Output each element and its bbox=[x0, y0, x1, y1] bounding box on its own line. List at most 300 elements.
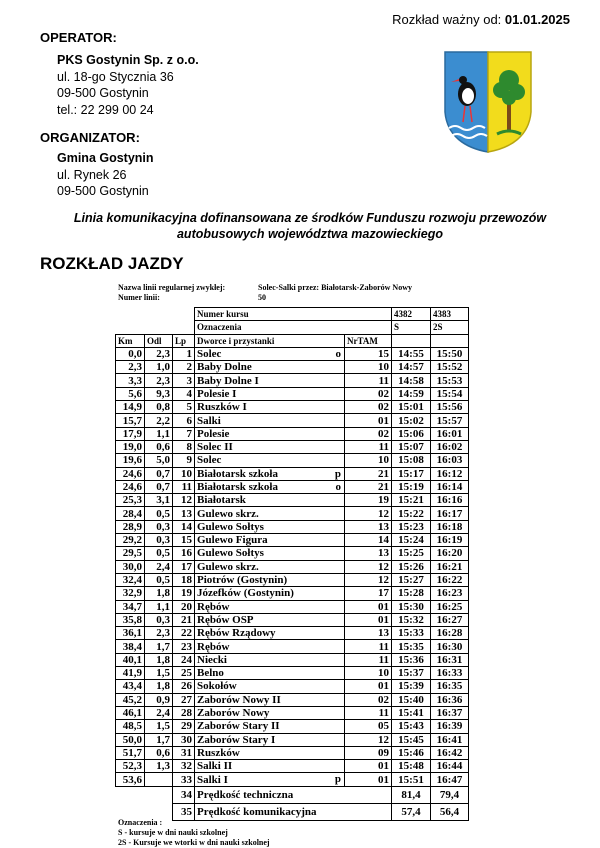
stop-cell bbox=[195, 534, 345, 547]
organizer-label: ORGANIZATOR: bbox=[40, 130, 140, 145]
km-cell: 43,4 bbox=[116, 680, 145, 693]
nrtam-cell: 11 bbox=[345, 653, 392, 666]
time-cell-course-2: 16:21 bbox=[431, 560, 469, 573]
stop-name: Sokołów bbox=[197, 680, 237, 693]
funding-line-2: autobusowych województwa mazowieckiego bbox=[176, 227, 443, 241]
header-spacer bbox=[116, 321, 195, 334]
nrtam-cell: 13 bbox=[345, 547, 392, 560]
time-cell-course-2: 16:23 bbox=[431, 587, 469, 600]
stop-flag: p bbox=[334, 773, 341, 786]
stop-name: Gulewo Sołtys bbox=[197, 547, 264, 560]
stop-name: Salki I bbox=[197, 773, 228, 786]
table-row bbox=[116, 667, 469, 680]
table-row bbox=[116, 494, 469, 507]
time-cell-course-2: 16:22 bbox=[431, 573, 469, 586]
nrtam-cell: 10 bbox=[345, 454, 392, 467]
time-cell-course-2: 16:12 bbox=[431, 467, 469, 480]
time-cell-course-1: 15:39 bbox=[392, 680, 431, 693]
time-cell-course-2: 16:42 bbox=[431, 746, 469, 759]
table-row bbox=[116, 401, 469, 414]
nrtam-cell: 19 bbox=[345, 494, 392, 507]
stop-name: Gulewo Sołtys bbox=[197, 520, 264, 533]
stop-name: Solec II bbox=[197, 441, 233, 454]
lp-cell: 5 bbox=[173, 401, 195, 414]
km-cell: 36,1 bbox=[116, 627, 145, 640]
table-row bbox=[116, 454, 469, 467]
stop-name: Niecki bbox=[197, 653, 227, 666]
stop-name: Baby Dolne bbox=[197, 361, 252, 374]
funding-line-1: Linia komunikacyjna dofinansowana ze środków Funduszu rozwoju przewozów bbox=[73, 211, 547, 225]
time-cell-course-2: 16:30 bbox=[431, 640, 469, 653]
km-cell: 41,9 bbox=[116, 667, 145, 680]
line-number-label: Numer linii: bbox=[118, 293, 160, 302]
nrtam-cell: 05 bbox=[345, 720, 392, 733]
time-cell-course-1: 15:33 bbox=[392, 627, 431, 640]
time-cell-course-2: 16:44 bbox=[431, 760, 469, 773]
lp-cell: 27 bbox=[173, 693, 195, 706]
line-number-value: 50 bbox=[258, 293, 266, 302]
lp-cell: 23 bbox=[173, 640, 195, 653]
stop-cell bbox=[195, 680, 345, 693]
km-cell: 52,3 bbox=[116, 760, 145, 773]
stop-cell bbox=[195, 467, 345, 480]
odl-cell: 0,5 bbox=[145, 547, 173, 560]
summary-label: Prędkość komunikacyjna bbox=[195, 803, 392, 820]
km-cell: 14,9 bbox=[116, 401, 145, 414]
km-cell: 3,3 bbox=[116, 374, 145, 387]
odl-cell: 1,8 bbox=[145, 653, 173, 666]
stop-cell bbox=[195, 587, 345, 600]
table-row bbox=[116, 733, 469, 746]
stop-cell bbox=[195, 773, 345, 786]
nrtam-cell: 11 bbox=[345, 640, 392, 653]
time-cell-course-1: 15:46 bbox=[392, 746, 431, 759]
legend bbox=[118, 818, 270, 848]
stop-cell bbox=[195, 573, 345, 586]
validity-note bbox=[392, 12, 570, 27]
time-cell-course-1: 15:40 bbox=[392, 693, 431, 706]
lp-cell: 18 bbox=[173, 573, 195, 586]
stop-cell bbox=[195, 560, 345, 573]
table-row bbox=[116, 467, 469, 480]
nrtam-cell: 01 bbox=[345, 414, 392, 427]
stop-cell bbox=[195, 547, 345, 560]
odl-cell: 5,0 bbox=[145, 454, 173, 467]
stop-cell bbox=[195, 414, 345, 427]
odl-cell: 0,3 bbox=[145, 613, 173, 626]
time-cell-course-2: 16:36 bbox=[431, 693, 469, 706]
stop-cell bbox=[195, 454, 345, 467]
stop-cell bbox=[195, 760, 345, 773]
lp-cell: 29 bbox=[173, 720, 195, 733]
time-cell-course-2: 16:17 bbox=[431, 507, 469, 520]
time-cell-course-1: 15:01 bbox=[392, 401, 431, 414]
odl-cell: 0,5 bbox=[145, 573, 173, 586]
time-cell-course-1: 15:28 bbox=[392, 587, 431, 600]
table-row bbox=[116, 600, 469, 613]
lp-cell: 26 bbox=[173, 680, 195, 693]
summary-value-course-2: 56,4 bbox=[431, 803, 469, 820]
odl-cell: 1,1 bbox=[145, 600, 173, 613]
km-cell: 32,9 bbox=[116, 587, 145, 600]
km-cell: 38,4 bbox=[116, 640, 145, 653]
odl-cell: 2,4 bbox=[145, 706, 173, 719]
lp-cell: 17 bbox=[173, 560, 195, 573]
header-kurs-label: Numer kursu bbox=[195, 308, 392, 321]
lp-cell: 7 bbox=[173, 427, 195, 440]
stop-flag: p bbox=[334, 467, 341, 480]
summary-label: Prędkość techniczna bbox=[195, 786, 392, 803]
lp-cell: 4 bbox=[173, 387, 195, 400]
nrtam-cell: 10 bbox=[345, 361, 392, 374]
summary-value-course-1: 57,4 bbox=[392, 803, 431, 820]
time-cell-course-1: 15:37 bbox=[392, 667, 431, 680]
summary-value-course-1: 81,4 bbox=[392, 786, 431, 803]
time-cell-course-2: 15:56 bbox=[431, 401, 469, 414]
table-row bbox=[116, 347, 469, 360]
table-row bbox=[116, 480, 469, 493]
km-cell: 17,9 bbox=[116, 427, 145, 440]
table-row bbox=[116, 693, 469, 706]
odl-cell: 0,3 bbox=[145, 534, 173, 547]
odl-cell: 0,8 bbox=[145, 401, 173, 414]
nrtam-cell: 13 bbox=[345, 520, 392, 533]
col-stop: Dworce i przystanki bbox=[195, 334, 345, 347]
stop-name: Gulewo Figura bbox=[197, 534, 268, 547]
time-cell-course-1: 15:43 bbox=[392, 720, 431, 733]
time-cell-course-1: 15:32 bbox=[392, 613, 431, 626]
odl-cell: 1,0 bbox=[145, 361, 173, 374]
lp-cell: 19 bbox=[173, 587, 195, 600]
time-cell-course-1: 15:19 bbox=[392, 480, 431, 493]
time-cell-course-2: 16:28 bbox=[431, 627, 469, 640]
stop-name: Piotrów (Gostynin) bbox=[197, 574, 288, 587]
km-cell: 24,6 bbox=[116, 480, 145, 493]
stop-name: Gulewo skrz. bbox=[197, 560, 259, 573]
stop-name: Zaborów Stary I bbox=[197, 733, 276, 746]
stop-cell bbox=[195, 733, 345, 746]
lp-cell: 21 bbox=[173, 613, 195, 626]
odl-cell: 0,6 bbox=[145, 440, 173, 453]
km-cell: 28,9 bbox=[116, 520, 145, 533]
time-cell-course-2: 16:47 bbox=[431, 773, 469, 786]
time-cell-course-1: 15:21 bbox=[392, 494, 431, 507]
nrtam-cell: 01 bbox=[345, 680, 392, 693]
stop-name: Rębów Rządowy bbox=[197, 627, 276, 640]
stop-cell bbox=[195, 720, 345, 733]
stop-cell bbox=[195, 347, 345, 360]
operator-address bbox=[57, 52, 199, 118]
organizer-street: ul. Rynek 26 bbox=[57, 167, 127, 182]
nrtam-cell: 12 bbox=[345, 507, 392, 520]
time-cell-course-1: 15:02 bbox=[392, 414, 431, 427]
time-cell-course-2: 16:02 bbox=[431, 440, 469, 453]
time-cell-course-1: 15:30 bbox=[392, 600, 431, 613]
km-cell: 53,6 bbox=[116, 773, 145, 786]
stop-name: Polesie bbox=[197, 427, 230, 440]
odl-cell: 1,7 bbox=[145, 733, 173, 746]
km-cell: 29,2 bbox=[116, 534, 145, 547]
table-row bbox=[116, 613, 469, 626]
time-cell-course-1: 15:35 bbox=[392, 640, 431, 653]
nrtam-cell: 01 bbox=[345, 613, 392, 626]
stop-name: Salki II bbox=[197, 760, 233, 773]
km-cell: 40,1 bbox=[116, 653, 145, 666]
stop-cell bbox=[195, 507, 345, 520]
time-cell-course-2: 16:31 bbox=[431, 653, 469, 666]
timetable bbox=[115, 307, 469, 821]
lp-cell: 8 bbox=[173, 440, 195, 453]
km-cell: 2,3 bbox=[116, 361, 145, 374]
operator-phone: tel.: 22 299 00 24 bbox=[57, 102, 154, 117]
time-cell-course-1: 15:45 bbox=[392, 733, 431, 746]
time-cell-course-2: 16:25 bbox=[431, 600, 469, 613]
odl-cell: 1,7 bbox=[145, 640, 173, 653]
time-cell-course-1: 15:25 bbox=[392, 547, 431, 560]
time-cell-course-2: 16:27 bbox=[431, 613, 469, 626]
stop-cell bbox=[195, 746, 345, 759]
km-cell: 25,3 bbox=[116, 494, 145, 507]
table-row bbox=[116, 746, 469, 759]
col-time-2 bbox=[431, 334, 469, 347]
stop-cell bbox=[195, 613, 345, 626]
time-cell-course-2: 16:14 bbox=[431, 480, 469, 493]
header-spacer bbox=[116, 308, 195, 321]
km-cell: 46,1 bbox=[116, 706, 145, 719]
odl-cell: 0,6 bbox=[145, 746, 173, 759]
col-time-1 bbox=[392, 334, 431, 347]
line-name-value: Solec-Salki przez: Białotarsk-Zaborów Nowy bbox=[258, 283, 412, 292]
stop-cell bbox=[195, 387, 345, 400]
nrtam-cell: 01 bbox=[345, 773, 392, 786]
table-row bbox=[116, 680, 469, 693]
col-odl: Odl bbox=[145, 334, 173, 347]
time-cell-course-1: 15:41 bbox=[392, 706, 431, 719]
time-cell-course-1: 15:17 bbox=[392, 467, 431, 480]
summary-spacer bbox=[116, 786, 173, 803]
time-cell-course-1: 14:58 bbox=[392, 374, 431, 387]
operator-name: PKS Gostynin Sp. z o.o. bbox=[57, 53, 199, 67]
lp-cell: 28 bbox=[173, 706, 195, 719]
lp-cell: 20 bbox=[173, 600, 195, 613]
table-row bbox=[116, 361, 469, 374]
stop-name: Ruszków bbox=[197, 746, 240, 759]
course-1-number: 4382 bbox=[392, 308, 431, 321]
stop-name: Rębów bbox=[197, 600, 230, 613]
nrtam-cell: 12 bbox=[345, 573, 392, 586]
operator-city: 09-500 Gostynin bbox=[57, 86, 149, 100]
table-row bbox=[116, 414, 469, 427]
km-cell: 48,5 bbox=[116, 720, 145, 733]
stop-name: Solec bbox=[197, 348, 222, 361]
time-cell-course-1: 15:08 bbox=[392, 454, 431, 467]
odl-cell: 9,3 bbox=[145, 387, 173, 400]
table-row bbox=[116, 640, 469, 653]
table-row bbox=[116, 773, 469, 786]
time-cell-course-1: 15:22 bbox=[392, 507, 431, 520]
km-cell: 0,0 bbox=[116, 347, 145, 360]
stop-name: Białotarsk szkoła bbox=[197, 467, 278, 480]
validity-date: 01.01.2025 bbox=[504, 12, 570, 27]
odl-cell: 0,9 bbox=[145, 693, 173, 706]
summary-lp: 34 bbox=[173, 786, 195, 803]
time-cell-course-1: 15:36 bbox=[392, 653, 431, 666]
time-cell-course-1: 15:27 bbox=[392, 573, 431, 586]
table-row bbox=[116, 534, 469, 547]
time-cell-course-1: 15:07 bbox=[392, 440, 431, 453]
stop-name: Białotarsk szkoła bbox=[197, 481, 278, 493]
nrtam-cell: 02 bbox=[345, 427, 392, 440]
lp-cell: 2 bbox=[173, 361, 195, 374]
stop-name: Zaborów Nowy bbox=[197, 707, 270, 720]
odl-cell: 1,3 bbox=[145, 760, 173, 773]
time-cell-course-2: 16:19 bbox=[431, 534, 469, 547]
summary-value-course-2: 79,4 bbox=[431, 786, 469, 803]
km-cell: 24,6 bbox=[116, 467, 145, 480]
table-row bbox=[116, 653, 469, 666]
odl-cell: 1,5 bbox=[145, 667, 173, 680]
km-cell: 29,5 bbox=[116, 547, 145, 560]
header-ozn-label: Oznaczenia bbox=[195, 321, 392, 334]
nrtam-cell: 01 bbox=[345, 760, 392, 773]
time-cell-course-2: 16:33 bbox=[431, 667, 469, 680]
time-cell-course-1: 15:26 bbox=[392, 560, 431, 573]
nrtam-cell: 02 bbox=[345, 401, 392, 414]
legend-title: Oznaczenia : bbox=[118, 818, 163, 827]
line-info bbox=[118, 283, 412, 303]
odl-cell: 0,3 bbox=[145, 520, 173, 533]
odl-cell: 2,3 bbox=[145, 627, 173, 640]
nrtam-cell: 10 bbox=[345, 667, 392, 680]
km-cell: 45,2 bbox=[116, 693, 145, 706]
time-cell-course-2: 16:20 bbox=[431, 547, 469, 560]
lp-cell: 24 bbox=[173, 653, 195, 666]
course-1-mark: S bbox=[392, 321, 431, 334]
col-km: Km bbox=[116, 334, 145, 347]
odl-cell: 2,4 bbox=[145, 560, 173, 573]
nrtam-cell: 11 bbox=[345, 706, 392, 719]
stop-flag: o bbox=[335, 480, 341, 493]
legend-2s: 2S - Kursuje we wtorki w dni nauki szkolnej bbox=[118, 838, 270, 847]
lp-cell: 12 bbox=[173, 494, 195, 507]
odl-cell: 3,1 bbox=[145, 494, 173, 507]
table-row bbox=[116, 520, 469, 533]
lp-cell: 13 bbox=[173, 507, 195, 520]
odl-cell: 2,3 bbox=[145, 374, 173, 387]
stop-name: Rębów OSP bbox=[197, 613, 254, 626]
km-cell: 51,7 bbox=[116, 746, 145, 759]
nrtam-cell: 21 bbox=[345, 467, 392, 480]
time-cell-course-2: 15:50 bbox=[431, 347, 469, 360]
time-cell-course-2: 15:54 bbox=[431, 387, 469, 400]
nrtam-cell: 17 bbox=[345, 587, 392, 600]
nrtam-cell: 11 bbox=[345, 440, 392, 453]
time-cell-course-2: 16:39 bbox=[431, 720, 469, 733]
table-row bbox=[116, 427, 469, 440]
lp-cell: 25 bbox=[173, 667, 195, 680]
validity-label: Rozkład ważny od: bbox=[392, 12, 502, 27]
stop-name: Gulewo skrz. bbox=[197, 507, 259, 520]
time-cell-course-1: 14:57 bbox=[392, 361, 431, 374]
table-row bbox=[116, 760, 469, 773]
stop-name: Solec bbox=[197, 454, 222, 467]
time-cell-course-1: 14:55 bbox=[392, 347, 431, 360]
lp-cell: 15 bbox=[173, 534, 195, 547]
lp-cell: 3 bbox=[173, 374, 195, 387]
stop-cell bbox=[195, 693, 345, 706]
table-row bbox=[116, 706, 469, 719]
col-lp: Lp bbox=[173, 334, 195, 347]
stop-cell bbox=[195, 640, 345, 653]
organizer-address bbox=[57, 150, 154, 200]
time-cell-course-1: 15:48 bbox=[392, 760, 431, 773]
stop-name: Salki bbox=[197, 414, 221, 427]
nrtam-cell: 15 bbox=[345, 347, 392, 360]
stop-cell bbox=[195, 653, 345, 666]
km-cell: 50,0 bbox=[116, 733, 145, 746]
table-row bbox=[116, 560, 469, 573]
time-cell-course-1: 15:23 bbox=[392, 520, 431, 533]
table-row bbox=[116, 387, 469, 400]
lp-cell: 11 bbox=[173, 480, 195, 493]
stop-cell bbox=[195, 480, 345, 493]
nrtam-cell: 12 bbox=[345, 733, 392, 746]
lp-cell: 14 bbox=[173, 520, 195, 533]
time-cell-course-2: 16:16 bbox=[431, 494, 469, 507]
stop-name: Zaborów Stary II bbox=[197, 720, 280, 733]
km-cell: 15,7 bbox=[116, 414, 145, 427]
stop-cell bbox=[195, 600, 345, 613]
summary-lp: 35 bbox=[173, 803, 195, 820]
lp-cell: 9 bbox=[173, 454, 195, 467]
km-cell: 30,0 bbox=[116, 560, 145, 573]
odl-cell: 2,3 bbox=[145, 347, 173, 360]
operator-street: ul. 18-go Stycznia 36 bbox=[57, 69, 174, 84]
page-title: ROZKŁAD JAZDY bbox=[40, 254, 184, 273]
km-cell: 5,6 bbox=[116, 387, 145, 400]
km-cell: 19,6 bbox=[116, 454, 145, 467]
course-2-number: 4383 bbox=[431, 308, 469, 321]
coat-of-arms-icon bbox=[443, 50, 533, 154]
nrtam-cell: 21 bbox=[345, 480, 392, 493]
table-row bbox=[116, 573, 469, 586]
odl-cell: 1,5 bbox=[145, 720, 173, 733]
legend-s: S - kursuje w dni nauki szkolnej bbox=[118, 828, 228, 837]
lp-cell: 6 bbox=[173, 414, 195, 427]
funding-note bbox=[40, 210, 580, 242]
time-cell-course-1: 14:59 bbox=[392, 387, 431, 400]
odl-cell: 1,1 bbox=[145, 427, 173, 440]
nrtam-cell: 12 bbox=[345, 560, 392, 573]
table-row bbox=[116, 720, 469, 733]
table-row bbox=[116, 374, 469, 387]
odl-cell: 0,5 bbox=[145, 507, 173, 520]
stop-cell bbox=[195, 374, 345, 387]
odl-cell bbox=[145, 773, 173, 786]
stop-cell bbox=[195, 427, 345, 440]
stop-name: Białotarsk bbox=[197, 494, 246, 507]
odl-cell: 0,7 bbox=[145, 480, 173, 493]
lp-cell: 10 bbox=[173, 467, 195, 480]
nrtam-cell: 01 bbox=[345, 600, 392, 613]
odl-cell: 1,8 bbox=[145, 587, 173, 600]
nrtam-cell: 02 bbox=[345, 387, 392, 400]
lp-cell: 33 bbox=[173, 773, 195, 786]
stop-name: Belno bbox=[197, 667, 224, 680]
nrtam-cell: 02 bbox=[345, 693, 392, 706]
time-cell-course-2: 16:03 bbox=[431, 454, 469, 467]
time-cell-course-1: 15:51 bbox=[392, 773, 431, 786]
